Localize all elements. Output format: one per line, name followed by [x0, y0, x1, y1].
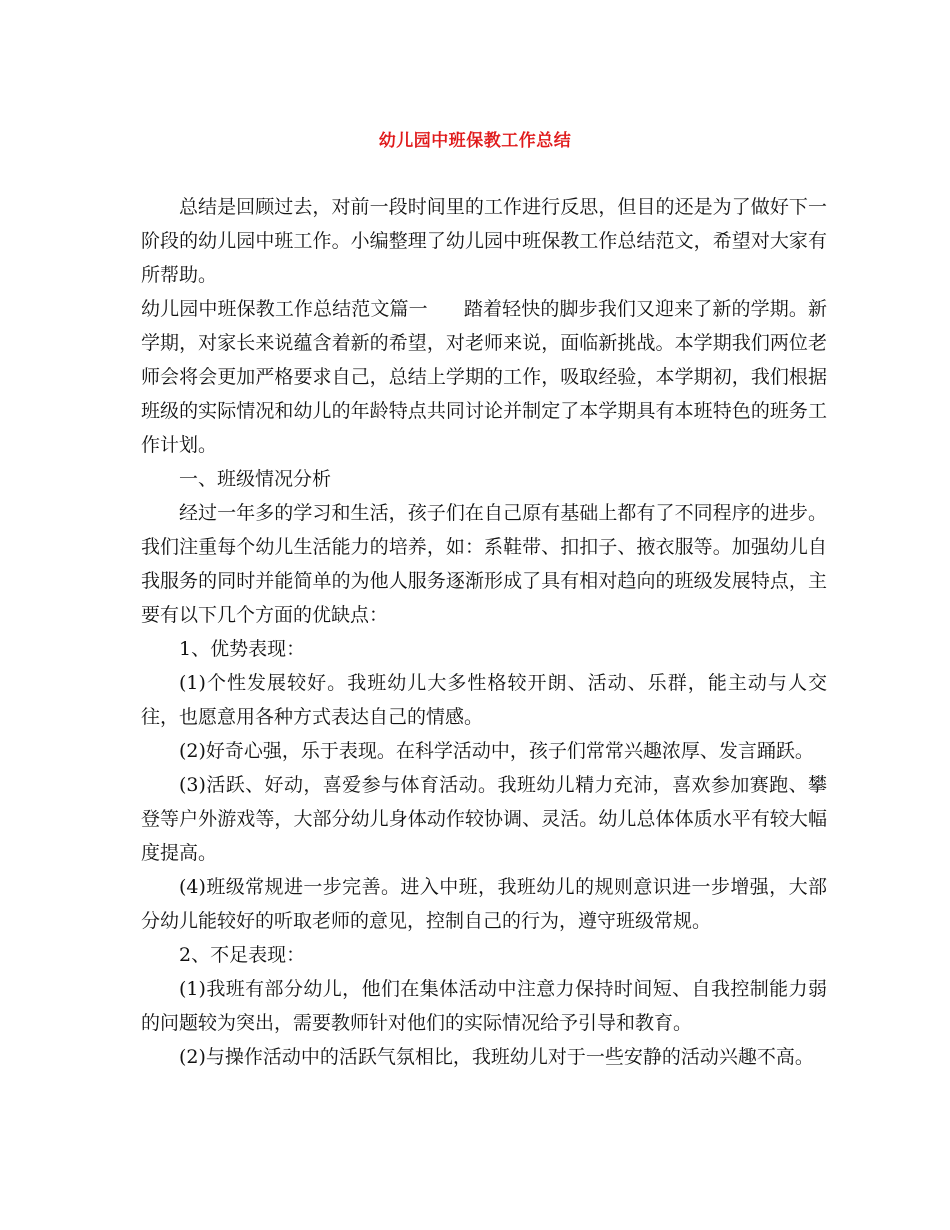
class-analysis-paragraph: 经过一年多的学习和生活，孩子们在自己原有基础上都有了不同程序的进步。我们注重每个幼儿生活能力的培养，如：系鞋带、扣扣子、掖衣服等。加强幼儿自我服务的同时并能简单的为他人服务逐渐形成了具有相对趋向的班级发展特点，主要有以下几个方面的优缺点：: [141, 502, 827, 626]
weakness-item: (2)与操作活动中的活跃气氛相比，我班幼儿对于一些安静的活动兴趣不高。: [179, 1046, 814, 1068]
section-heading-class-analysis: 一、班级情况分析: [179, 468, 332, 490]
weaknesses-heading: 2、不足表现：: [179, 944, 306, 966]
strength-item: (4)班级常规进一步完善。进入中班，我班幼儿的规则意识进一步增强，大部分幼儿能较好的听取老师的意见，控制自己的行为，遵守班级常规。: [141, 876, 827, 932]
weakness-item: (1)我班有部分幼儿，他们在集体活动中注意力保持时间短、自我控制能力弱的问题较为突出，需要教师针对他们的实际情况给予引导和教育。: [141, 978, 827, 1034]
document-body: [141, 190, 827, 1074]
article-paragraph: [141, 292, 827, 462]
strength-item: (3)活跃、好动，喜爱参与体育活动。我班幼儿精力充沛，喜欢参加赛跑、攀登等户外游戏等，大部分幼儿身体动作较协调、灵活。幼儿总体体质水平有较大幅度提高。: [141, 774, 827, 864]
strengths-heading: 1、优势表现：: [179, 638, 306, 660]
intro-paragraph: 总结是回顾过去，对前一段时间里的工作进行反思，但目的还是为了做好下一阶段的幼儿园中班工作。小编整理了幼儿园中班保教工作总结范文，希望对大家有所帮助。: [141, 196, 827, 286]
document-title: 幼儿园中班保教工作总结: [378, 131, 572, 151]
article-first-paragraph: 踏着轻快的脚步我们又迎来了新的学期。新学期，对家长来说蕴含着新的希望，对老师来说，面临新挑战。本学期我们两位老师会将会更加严格要求自己，总结上学期的工作，吸取经验，本学期初，我们根据班级的实际情况和幼儿的年龄特点共同讨论并制定了本学期具有本班特色的班务工作计划。: [141, 298, 827, 456]
article-label: 幼儿园中班保教工作总结范文篇一: [141, 298, 428, 320]
strength-item: (2)好奇心强，乐于表现。在科学活动中，孩子们常常兴趣浓厚、发言踊跃。: [179, 740, 814, 762]
strength-item: (1)个性发展较好。我班幼儿大多性格较开朗、活动、乐群，能主动与人交往，也愿意用各种方式表达自己的情感。: [141, 672, 827, 728]
